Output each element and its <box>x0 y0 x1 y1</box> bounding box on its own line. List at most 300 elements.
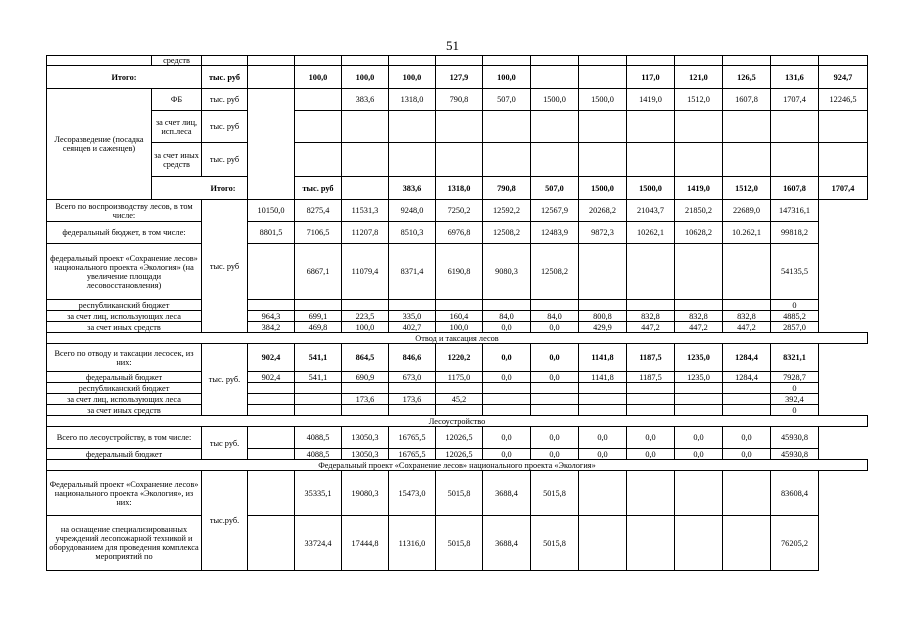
table-cell: 1512,0 <box>675 89 723 111</box>
table-cell: 121,0 <box>675 66 723 89</box>
table-row <box>47 244 868 300</box>
table-cell <box>723 394 771 405</box>
table-cell <box>627 56 675 66</box>
table-cell <box>389 56 436 66</box>
table-cell: 832,8 <box>627 311 675 322</box>
table-cell: 8510,3 <box>389 222 436 244</box>
table-cell <box>531 66 579 89</box>
table-cell <box>248 394 295 405</box>
table-cell: 7928,7 <box>771 372 819 383</box>
table-row <box>47 300 868 311</box>
table-cell: 12508,2 <box>531 244 579 300</box>
table-cell: 5015,8 <box>531 516 579 571</box>
table-cell: 924,7 <box>819 66 868 89</box>
table-cell: 12026,5 <box>436 449 483 460</box>
table-cell: 447,2 <box>675 322 723 333</box>
table-cell: 2857,0 <box>771 322 819 333</box>
table-cell: 10262,1 <box>627 222 675 244</box>
table-cell: 699,1 <box>295 311 342 322</box>
table-cell <box>531 111 579 143</box>
table-cell <box>389 405 436 416</box>
table-cell <box>675 244 723 300</box>
table-cell: федеральный проект «Сохранение лесов» национального проекта «Экология» (на увеличение площади лесовосстановления) <box>47 244 202 300</box>
table-cell: республиканский бюджет <box>47 300 202 311</box>
table-cell: 0,0 <box>579 427 627 449</box>
table-cell: 1419,0 <box>675 177 723 200</box>
table-cell: 1607,8 <box>771 177 819 200</box>
table-cell: 832,8 <box>723 311 771 322</box>
table-cell <box>483 405 531 416</box>
table-cell: 1707,4 <box>771 89 819 111</box>
table-cell: тыс. руб <box>202 200 248 333</box>
table-cell: 21850,2 <box>675 200 723 222</box>
table-cell: 0,0 <box>531 449 579 460</box>
table-cell: 1141,8 <box>579 372 627 383</box>
table-cell <box>248 300 295 311</box>
table-cell <box>248 449 295 460</box>
table-cell <box>342 111 389 143</box>
table-cell <box>627 300 675 311</box>
table-cell <box>579 471 627 516</box>
table-cell: 3688,4 <box>483 516 531 571</box>
table-row <box>47 333 868 344</box>
table-cell: 3688,4 <box>483 471 531 516</box>
table-cell: средств <box>152 56 202 66</box>
table-cell: 1500,0 <box>579 177 627 200</box>
table-cell: 902,4 <box>248 372 295 383</box>
table-cell <box>579 244 627 300</box>
budget-table <box>46 55 868 571</box>
table-cell <box>675 383 723 394</box>
table-cell <box>483 394 531 405</box>
table-cell: 7250,2 <box>436 200 483 222</box>
table-cell: 507,0 <box>531 177 579 200</box>
table-cell <box>627 143 675 177</box>
section-heading: Отвод и таксация лесов <box>47 333 868 344</box>
table-cell: 832,8 <box>675 311 723 322</box>
table-cell <box>627 111 675 143</box>
table-cell <box>483 56 531 66</box>
table-cell: 45930,8 <box>771 449 819 460</box>
table-cell <box>531 405 579 416</box>
table-cell: 13050,3 <box>342 427 389 449</box>
table-cell: 1707,4 <box>819 177 868 200</box>
table-cell: 16765,5 <box>389 427 436 449</box>
table-cell: 846,6 <box>389 344 436 372</box>
table-cell <box>723 111 771 143</box>
table-cell: 12246,5 <box>819 89 868 111</box>
table-cell <box>248 405 295 416</box>
table-cell: 223,5 <box>342 311 389 322</box>
table-cell: 0,0 <box>531 344 579 372</box>
table-cell: республиканский бюджет <box>47 383 202 394</box>
table-row <box>47 111 868 143</box>
table-cell: 0,0 <box>483 449 531 460</box>
table-cell: 16765,5 <box>389 449 436 460</box>
table-cell: 19080,3 <box>342 471 389 516</box>
table-cell <box>248 516 295 571</box>
table-row <box>47 222 868 244</box>
table-cell: 0,0 <box>531 322 579 333</box>
table-cell: 429,9 <box>579 322 627 333</box>
table-row <box>47 516 868 571</box>
table-cell <box>342 383 389 394</box>
table-cell: 0,0 <box>723 449 771 460</box>
table-row <box>47 56 868 66</box>
table-cell: 11531,3 <box>342 200 389 222</box>
table-cell: Итого: <box>152 177 295 200</box>
table-cell: федеральный бюджет <box>47 449 202 460</box>
table-cell <box>675 143 723 177</box>
table-cell: 7106,5 <box>295 222 342 244</box>
table-cell: 8321,1 <box>771 344 819 372</box>
table-cell: тыс. руб <box>202 89 248 111</box>
table-cell: 402,7 <box>389 322 436 333</box>
table-row <box>47 66 868 89</box>
table-cell: тыс. руб <box>202 66 248 89</box>
table-cell: 6867,1 <box>295 244 342 300</box>
table-cell: 0 <box>771 383 819 394</box>
table-cell: 1512,0 <box>723 177 771 200</box>
table-cell <box>579 394 627 405</box>
table-cell: 9872,3 <box>579 222 627 244</box>
table-cell: 10150,0 <box>248 200 295 222</box>
table-cell <box>342 405 389 416</box>
table-cell: 864,5 <box>342 344 389 372</box>
table-cell: 902,4 <box>248 344 295 372</box>
table-cell <box>723 244 771 300</box>
table-row <box>47 394 868 405</box>
table-cell <box>389 383 436 394</box>
table-cell: 0 <box>771 405 819 416</box>
table-cell: 8801,5 <box>248 222 295 244</box>
table-row <box>47 405 868 416</box>
table-cell: тыс руб. <box>202 427 248 460</box>
table-cell: 6190,8 <box>436 244 483 300</box>
table-cell <box>627 383 675 394</box>
table-cell <box>771 143 819 177</box>
table-cell: 673,0 <box>389 372 436 383</box>
table-cell: 1235,0 <box>675 344 723 372</box>
table-cell: 1187,5 <box>627 344 675 372</box>
table-cell <box>342 300 389 311</box>
table-cell: 160,4 <box>436 311 483 322</box>
table-cell: 6976,8 <box>436 222 483 244</box>
table-cell: 33724,4 <box>295 516 342 571</box>
table-cell <box>627 244 675 300</box>
table-cell: 15473,0 <box>389 471 436 516</box>
table-cell: 12026,5 <box>436 427 483 449</box>
table-cell <box>295 300 342 311</box>
table-cell <box>436 300 483 311</box>
table-cell: 173,6 <box>342 394 389 405</box>
table-cell: 126,5 <box>723 66 771 89</box>
table-cell <box>819 111 868 143</box>
table-cell <box>202 56 248 66</box>
table-cell: 1500,0 <box>531 89 579 111</box>
table-cell: 1419,0 <box>627 89 675 111</box>
table-cell: за счет лиц, использующих леса <box>47 311 202 322</box>
table-cell: 1607,8 <box>723 89 771 111</box>
table-cell: 0,0 <box>531 427 579 449</box>
table-cell <box>295 405 342 416</box>
table-cell: 964,3 <box>248 311 295 322</box>
table-cell: 507,0 <box>483 89 531 111</box>
table-cell <box>579 516 627 571</box>
table-cell: тыс. руб <box>202 111 248 143</box>
table-row <box>47 143 868 177</box>
table-cell <box>723 383 771 394</box>
table-cell: 0 <box>771 300 819 311</box>
table-cell: федеральный бюджет <box>47 372 202 383</box>
table-cell: 12592,2 <box>483 200 531 222</box>
table-cell: 4088,5 <box>295 427 342 449</box>
table-cell: 1318,0 <box>436 177 483 200</box>
table-cell: 690,9 <box>342 372 389 383</box>
table-cell <box>531 383 579 394</box>
table-cell <box>579 56 627 66</box>
table-cell <box>627 405 675 416</box>
table-row <box>47 311 868 322</box>
table-cell <box>531 300 579 311</box>
section-heading: Федеральный проект «Сохранение лесов» национального проекта «Экология» <box>47 460 868 471</box>
table-cell: 76205,2 <box>771 516 819 571</box>
table-cell: 4885,2 <box>771 311 819 322</box>
table-cell: Итого: <box>47 66 202 89</box>
table-cell <box>248 383 295 394</box>
table-cell: 10.262,1 <box>723 222 771 244</box>
table-cell <box>248 427 295 449</box>
table-cell: 1235,0 <box>675 372 723 383</box>
table-cell: 0,0 <box>531 372 579 383</box>
table-row <box>47 460 868 471</box>
table-cell <box>295 383 342 394</box>
table-row <box>47 322 868 333</box>
table-cell: 0,0 <box>675 427 723 449</box>
table-cell <box>248 66 295 89</box>
table-cell <box>675 111 723 143</box>
table-cell: 1141,8 <box>579 344 627 372</box>
table-cell: Всего по отводу и таксации лесосек, из них: <box>47 344 202 372</box>
table-cell <box>627 471 675 516</box>
table-cell: 335,0 <box>389 311 436 322</box>
table-cell <box>579 405 627 416</box>
table-cell: 790,8 <box>436 89 483 111</box>
table-row <box>47 177 868 200</box>
table-row <box>47 449 868 460</box>
table-cell <box>675 471 723 516</box>
table-cell: 1220,2 <box>436 344 483 372</box>
table-cell: тыс.руб. <box>202 471 248 571</box>
table-cell <box>723 143 771 177</box>
table-cell: 541,1 <box>295 372 342 383</box>
table-row <box>47 89 868 111</box>
table-cell: на оснащение специализированных учреждений лесопожарной техникой и оборудованием для проведения комплекса мероприятий по <box>47 516 202 571</box>
table-cell: 1500,0 <box>579 89 627 111</box>
table-cell: 1284,4 <box>723 344 771 372</box>
table-cell: 17444,8 <box>342 516 389 571</box>
table-cell: тыс. руб <box>202 143 248 177</box>
table-cell: 0,0 <box>483 427 531 449</box>
table-cell: 173,6 <box>389 394 436 405</box>
table-cell <box>531 394 579 405</box>
table-cell <box>723 300 771 311</box>
table-cell: 45,2 <box>436 394 483 405</box>
table-cell: 12483,9 <box>531 222 579 244</box>
table-cell: 384,2 <box>248 322 295 333</box>
table-cell <box>771 111 819 143</box>
table-body <box>47 56 868 571</box>
table-cell: 469,8 <box>295 322 342 333</box>
table-cell: 790,8 <box>483 177 531 200</box>
table-cell: 100,0 <box>483 66 531 89</box>
table-cell <box>436 405 483 416</box>
table-cell <box>675 56 723 66</box>
table-cell: Всего по лесоустройству, в том числе: <box>47 427 202 449</box>
table-cell: Федеральный проект «Сохранение лесов» национального проекта «Экология», из них: <box>47 471 202 516</box>
table-cell: 22689,0 <box>723 200 771 222</box>
table-cell <box>47 56 152 66</box>
table-cell: за счет иных средств <box>47 322 202 333</box>
table-cell <box>771 56 819 66</box>
table-row <box>47 471 868 516</box>
table-cell: 100,0 <box>295 66 342 89</box>
table-cell <box>819 143 868 177</box>
table-cell: 11316,0 <box>389 516 436 571</box>
table-row <box>47 416 868 427</box>
table-cell: 20268,2 <box>579 200 627 222</box>
table-cell: федеральный бюджет, в том числе: <box>47 222 202 244</box>
table-cell: 54135,5 <box>771 244 819 300</box>
table-cell: за счет лиц, использующих леса <box>47 394 202 405</box>
table-row <box>47 200 868 222</box>
table-cell: 447,2 <box>723 322 771 333</box>
table-cell <box>531 143 579 177</box>
table-cell: 84,0 <box>531 311 579 322</box>
table-cell <box>436 383 483 394</box>
table-cell <box>579 66 627 89</box>
table-cell <box>723 56 771 66</box>
table-cell <box>627 394 675 405</box>
table-cell: Всего по воспроизводству лесов, в том числе: <box>47 200 202 222</box>
table-cell <box>819 56 868 66</box>
table-cell: 100,0 <box>342 66 389 89</box>
table-cell: 0,0 <box>627 427 675 449</box>
table-cell <box>675 405 723 416</box>
table-cell: 21043,7 <box>627 200 675 222</box>
table-cell <box>675 516 723 571</box>
table-cell: 5015,8 <box>436 471 483 516</box>
table-cell: тыс. руб <box>295 177 342 200</box>
table-cell <box>579 143 627 177</box>
table-cell: 0,0 <box>723 427 771 449</box>
table-cell: тыс. руб. <box>202 344 248 416</box>
table-cell <box>531 56 579 66</box>
table-cell: 100,0 <box>436 322 483 333</box>
table-cell: 100,0 <box>389 66 436 89</box>
table-cell <box>248 56 295 66</box>
table-cell <box>627 516 675 571</box>
table-cell <box>483 143 531 177</box>
table-cell: 0,0 <box>579 449 627 460</box>
table-cell <box>436 143 483 177</box>
table-cell: 1500,0 <box>627 177 675 200</box>
table-cell: 1318,0 <box>389 89 436 111</box>
table-cell: 800,8 <box>579 311 627 322</box>
table-cell: 1284,4 <box>723 372 771 383</box>
table-cell: 131,6 <box>771 66 819 89</box>
table-cell: Лесоразведение (посадка сеянцев и саженцев) <box>47 89 152 200</box>
table-cell: 11207,8 <box>342 222 389 244</box>
table-cell: 99818,2 <box>771 222 819 244</box>
table-cell <box>483 111 531 143</box>
table-cell <box>723 471 771 516</box>
table-cell: 447,2 <box>627 322 675 333</box>
table-cell <box>248 471 295 516</box>
table-cell <box>483 383 531 394</box>
table-cell: 0,0 <box>483 322 531 333</box>
table-cell: 1187,5 <box>627 372 675 383</box>
table-cell <box>295 111 342 143</box>
table-cell <box>389 111 436 143</box>
table-cell: 13050,3 <box>342 449 389 460</box>
table-cell: 10628,2 <box>675 222 723 244</box>
table-cell: 100,0 <box>342 322 389 333</box>
table-cell <box>483 300 531 311</box>
table-cell <box>675 300 723 311</box>
table-row <box>47 383 868 394</box>
table-row <box>47 372 868 383</box>
table-row <box>47 344 868 372</box>
table-cell: 5015,8 <box>531 471 579 516</box>
table-cell: 35335,1 <box>295 471 342 516</box>
table-cell <box>675 394 723 405</box>
table-cell: 383,6 <box>389 177 436 200</box>
table-cell <box>389 143 436 177</box>
table-cell <box>723 405 771 416</box>
table-cell <box>723 516 771 571</box>
table-cell: 84,0 <box>483 311 531 322</box>
table-cell: 4088,5 <box>295 449 342 460</box>
table-cell <box>436 111 483 143</box>
table-cell <box>295 143 342 177</box>
table-cell: 147316,1 <box>771 200 819 222</box>
table-cell <box>342 177 389 200</box>
table-cell: 9248,0 <box>389 200 436 222</box>
table-cell <box>436 56 483 66</box>
table-cell: 83608,4 <box>771 471 819 516</box>
section-heading: Лесоустройство <box>47 416 868 427</box>
table-cell: 8371,4 <box>389 244 436 300</box>
table-cell: 0,0 <box>483 344 531 372</box>
table-cell <box>295 89 342 111</box>
table-cell: 0,0 <box>675 449 723 460</box>
table-cell: 9080,3 <box>483 244 531 300</box>
page-number: 51 <box>446 38 459 53</box>
table-cell: 45930,8 <box>771 427 819 449</box>
table-cell <box>248 244 295 300</box>
table-cell: за счет иных средств <box>47 405 202 416</box>
table-cell <box>342 143 389 177</box>
table-cell: 12508,2 <box>483 222 531 244</box>
table-cell <box>295 394 342 405</box>
table-cell <box>579 111 627 143</box>
table-cell: 0,0 <box>627 449 675 460</box>
table-cell <box>579 383 627 394</box>
table-cell: ФБ <box>152 89 202 111</box>
table-cell: 117,0 <box>627 66 675 89</box>
table-cell: 11079,4 <box>342 244 389 300</box>
